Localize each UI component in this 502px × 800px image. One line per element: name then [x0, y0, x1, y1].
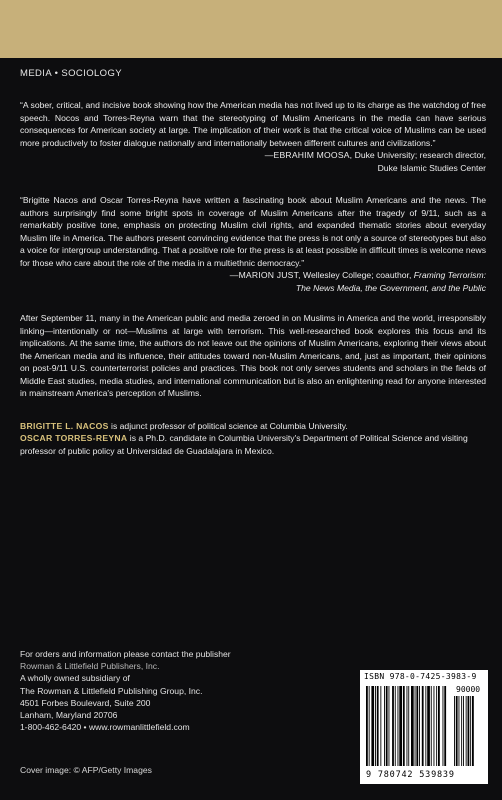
author-bios	[20, 420, 486, 458]
isbn-barcode	[360, 670, 488, 784]
publisher-address: 4501 Forbes Boulevard, Suite 200	[20, 697, 151, 708]
addon-bar	[466, 696, 467, 766]
top-color-band	[0, 0, 502, 58]
publisher-line: A wholly owned subsidiary of	[20, 673, 130, 684]
cover-credit: Cover image: © AFP/Getty Images	[20, 765, 152, 775]
barcode-bar	[407, 686, 408, 766]
barcode-bar	[389, 686, 390, 766]
attribution-affiliation: Wellesley College; coauthor,	[300, 270, 414, 280]
barcode-bar	[392, 686, 394, 766]
barcode-bar	[398, 686, 399, 766]
attribution-affiliation: Duke University; research director,	[352, 150, 486, 160]
barcode-bar	[403, 686, 405, 766]
barcode-bar	[416, 686, 418, 766]
barcode-bar	[415, 686, 416, 766]
barcode-bar	[408, 686, 409, 766]
barcode-bar	[395, 686, 396, 766]
back-cover-content	[20, 68, 486, 457]
blurb-attribution	[20, 149, 486, 174]
barcode-bar	[427, 686, 430, 766]
author-name: BRIGITTE L. NACOS	[20, 420, 109, 431]
blurb-text: “A sober, critical, and incisive book showing how the American media has not lived up to its charge as the watchdog of free speech. Nocos and Torres-Reyna warn that the stereotyping of Muslim Americans in the media can have serious consequences for American society at large. The implication of their work is that the critical voice of Muslims can be used more productively to foster dialogue nationally and internationally between different cultures and civilizations.”	[20, 100, 486, 148]
attribution-name: —MARION JUST,	[229, 270, 301, 280]
author-bio-text: is a Ph.D. candidate in Columbia University's Department of Political Science and visiting professor of public policy at Universidad de Guadalajara in Mexico.	[20, 433, 468, 456]
blurb-quote-2	[20, 194, 486, 294]
barcode-bars	[360, 682, 488, 770]
barcode-bar	[384, 686, 385, 766]
publisher-name: Rowman & Littlefield Publishers, Inc.	[20, 661, 160, 672]
attribution-name: —EBRAHIM MOOSA,	[264, 150, 353, 160]
addon-bar	[470, 696, 471, 766]
isbn-label: ISBN 978-0-7425-3983-9	[364, 672, 477, 681]
barcode-bar	[411, 686, 414, 766]
barcode-bar	[431, 686, 432, 766]
publisher-info	[20, 648, 320, 733]
author-name: OSCAR TORRES-REYNA	[20, 433, 128, 443]
price-code: 90000	[456, 685, 481, 694]
barcode-digits: 9 780742 539839	[366, 770, 455, 780]
publisher-line: For orders and information please contact the publisher	[20, 649, 231, 659]
barcode-bar	[366, 686, 368, 766]
author-bio-2	[20, 432, 486, 457]
publisher-city: Lanham, Maryland 20706	[20, 710, 118, 721]
barcode-bar	[371, 686, 374, 766]
addon-bar	[463, 696, 464, 766]
book-description: After September 11, many in the American public and media zeroed in on Muslims in America and the world, irresponsibly linking—intentionally or not—Muslims at large with terrorism. This well-researched book explores this focus and its implications. At the same time, the authors do not leave out the opinions of Muslim Americans, exploring their views about the American media and its influence, their attitudes toward non-Muslim Americans, and, just as important, their opinions on post-9/11 U.S. counterterrorist policies and practices. This book not only serves students and scholars in the fields of Middle East studies, media studies, and international communication but is also an enlightening read for anyone interested in mainstream America's perception of Muslims.	[20, 313, 486, 398]
barcode-bar	[386, 686, 388, 766]
barcode-bar	[380, 686, 381, 766]
barcode-bar	[369, 686, 370, 766]
blurb-attribution	[20, 269, 486, 294]
barcode-bar	[399, 686, 402, 766]
attribution-book-title: Framing Terrorism:	[413, 270, 486, 280]
addon-bar	[472, 696, 474, 766]
category-label: MEDIA • SOCIOLOGY	[20, 68, 122, 79]
barcode-bar	[422, 686, 424, 766]
barcode-bar	[377, 686, 379, 766]
addon-bar	[459, 696, 460, 766]
author-bio-1	[20, 420, 486, 433]
blurb-text: “Brigitte Nacos and Oscar Torres-Reyna have written a fascinating book about Muslim Americans and the news. The authors surprisingly find some bright spots in coverage of Muslim Americans after the tragedy of 9/11, such as a remarkably positive tone, emphasis on protecting Muslim civil rights, and expanded thematic stories about everyday Muslim life in America. The authors present convincing evidence that the press is not only a source of stereotypes but also a voice for intergroup understanding. That a positive role for the press is at least possible in difficult times is welcome news for those who care about the role of the media in a multiethnic democracy.”	[20, 195, 486, 268]
barcode-bar	[444, 686, 446, 766]
barcode-bar	[434, 686, 435, 766]
barcode-bar	[436, 686, 437, 766]
publisher-contact: 1-800-462-6420 • www.rowmanlittlefield.com	[20, 722, 190, 733]
barcode-bar	[425, 686, 426, 766]
barcode-bar	[443, 686, 444, 766]
addon-bar	[456, 696, 458, 766]
blurb-quote-1	[20, 99, 486, 174]
addon-bar	[461, 696, 462, 766]
publisher-group: The Rowman & Littlefield Publishing Group, Inc.	[20, 685, 203, 696]
barcode-bar	[438, 686, 440, 766]
barcode-bar	[419, 686, 420, 766]
addon-bar	[468, 696, 470, 766]
barcode-bar	[375, 686, 376, 766]
addon-bar	[454, 696, 455, 766]
author-bio-text: is adjunct professor of political science at Columbia University.	[108, 420, 348, 431]
attribution-book-title-line2: The News Media, the Government, and the Public	[295, 282, 486, 293]
attribution-affiliation-line2: Duke Islamic Studies Center	[377, 162, 486, 173]
